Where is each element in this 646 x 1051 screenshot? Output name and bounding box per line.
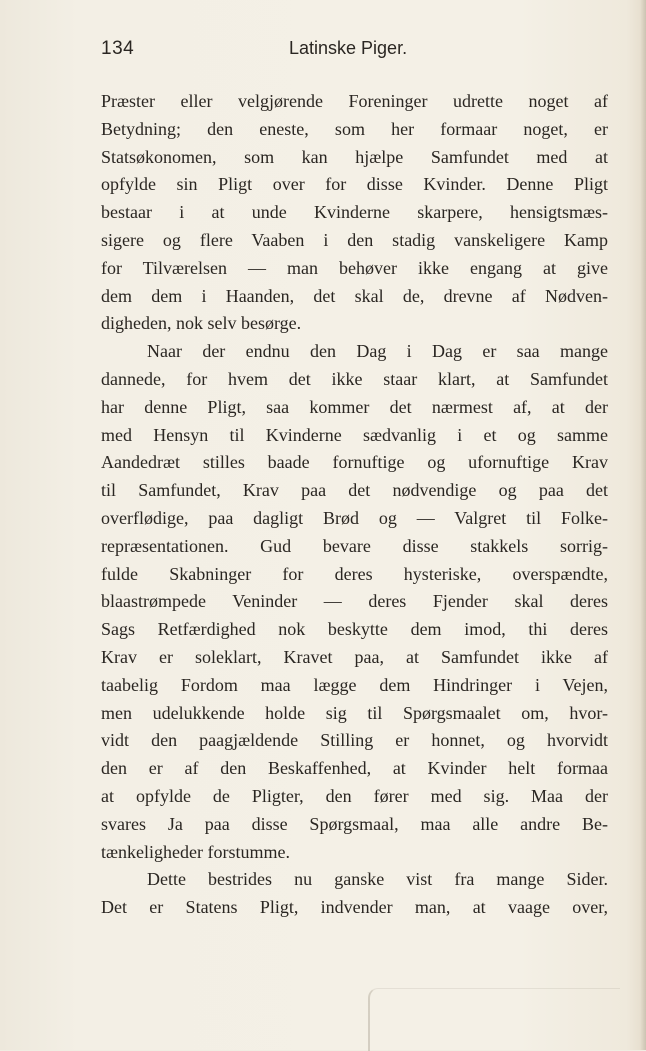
- text-line: bestaar i at unde Kvinderne skarpere, hensigtsmæs-: [101, 202, 608, 223]
- paragraph-1: [101, 88, 608, 338]
- text-line: men udelukkende holde sig til Spørgsmaalet om, hvor-: [101, 702, 608, 723]
- text-line: digheden, nok selv besørge.: [101, 313, 302, 334]
- text-line: sigere og flere Vaaben i den stadig vanskeligere Kamp: [101, 229, 608, 250]
- text-line: taabelig Fordom maa lægge dem Hindringer i Vejen,: [101, 674, 608, 695]
- text-line: svares Ja paa disse Spørgsmaal, maa alle andre Be-: [101, 813, 608, 834]
- text-line: den er af den Beskaffenhed, at Kvinder helt formaa: [101, 758, 608, 779]
- paragraph-3: [101, 866, 608, 922]
- running-title: Latinske Piger.: [289, 38, 408, 58]
- text-line: for Tilværelsen — man behøver ikke engang at give: [101, 257, 608, 278]
- text-line: med Hensyn til Kvinderne sædvanlig i et og samme: [101, 424, 608, 445]
- text-line: vidt den paagjældende Stilling er honnet, og hvorvidt: [101, 730, 608, 751]
- page-number: 134: [101, 38, 135, 59]
- paragraph-2: [101, 338, 608, 866]
- text-line: Statsøkonomen, som kan hjælpe Samfundet med at: [101, 146, 608, 167]
- body-text: [101, 88, 608, 922]
- page-edge-shadow: [640, 0, 646, 1050]
- text-line: blaastrømpede Veninder — deres Fjender skal deres: [101, 591, 608, 612]
- text-line: har denne Pligt, saa kommer det nærmest af, at der: [101, 396, 608, 417]
- text-line: Aandedræt stilles baade fornuftige og ufornuftige Krav: [101, 452, 608, 473]
- text-line: til Samfundet, Krav paa det nødvendige og paa det: [101, 480, 608, 501]
- text-line: Betydning; den eneste, som her formaar noget, er: [101, 118, 608, 139]
- page-header: [101, 38, 606, 68]
- text-line: repræsentationen. Gud bevare disse stakkels sorrig-: [101, 535, 608, 556]
- text-line: Det er Statens Pligt, indvender man, at vaage over,: [101, 897, 608, 918]
- text-line: overflødige, paa dagligt Brød og — Valgret til Folke-: [101, 507, 608, 528]
- text-line: Krav er soleklart, Kravet paa, at Samfundet ikke af: [101, 646, 608, 667]
- text-line: dannede, for hvem det ikke staar klart, at Samfundet: [101, 368, 608, 389]
- text-line: Dette bestrides nu ganske vist fra mange Sider.: [147, 869, 608, 890]
- text-line: fulde Skabninger for deres hysteriske, overspændte,: [101, 563, 608, 584]
- text-line: Sags Retfærdighed nok beskytte dem imod, thi deres: [101, 619, 608, 640]
- text-line: opfylde sin Pligt over for disse Kvinder. Denne Pligt: [101, 174, 608, 195]
- text-line: Naar der endnu den Dag i Dag er saa mange: [147, 341, 608, 362]
- paper-stain: [368, 988, 620, 1051]
- text-line: at opfylde de Pligter, den fører med sig. Maa der: [101, 785, 608, 806]
- text-line: dem dem i Haanden, det skal de, drevne af Nødven-: [101, 285, 608, 306]
- text-line: Præster eller velgjørende Foreninger udrette noget af: [101, 91, 608, 111]
- text-line: tænkeligheder forstumme.: [101, 841, 290, 862]
